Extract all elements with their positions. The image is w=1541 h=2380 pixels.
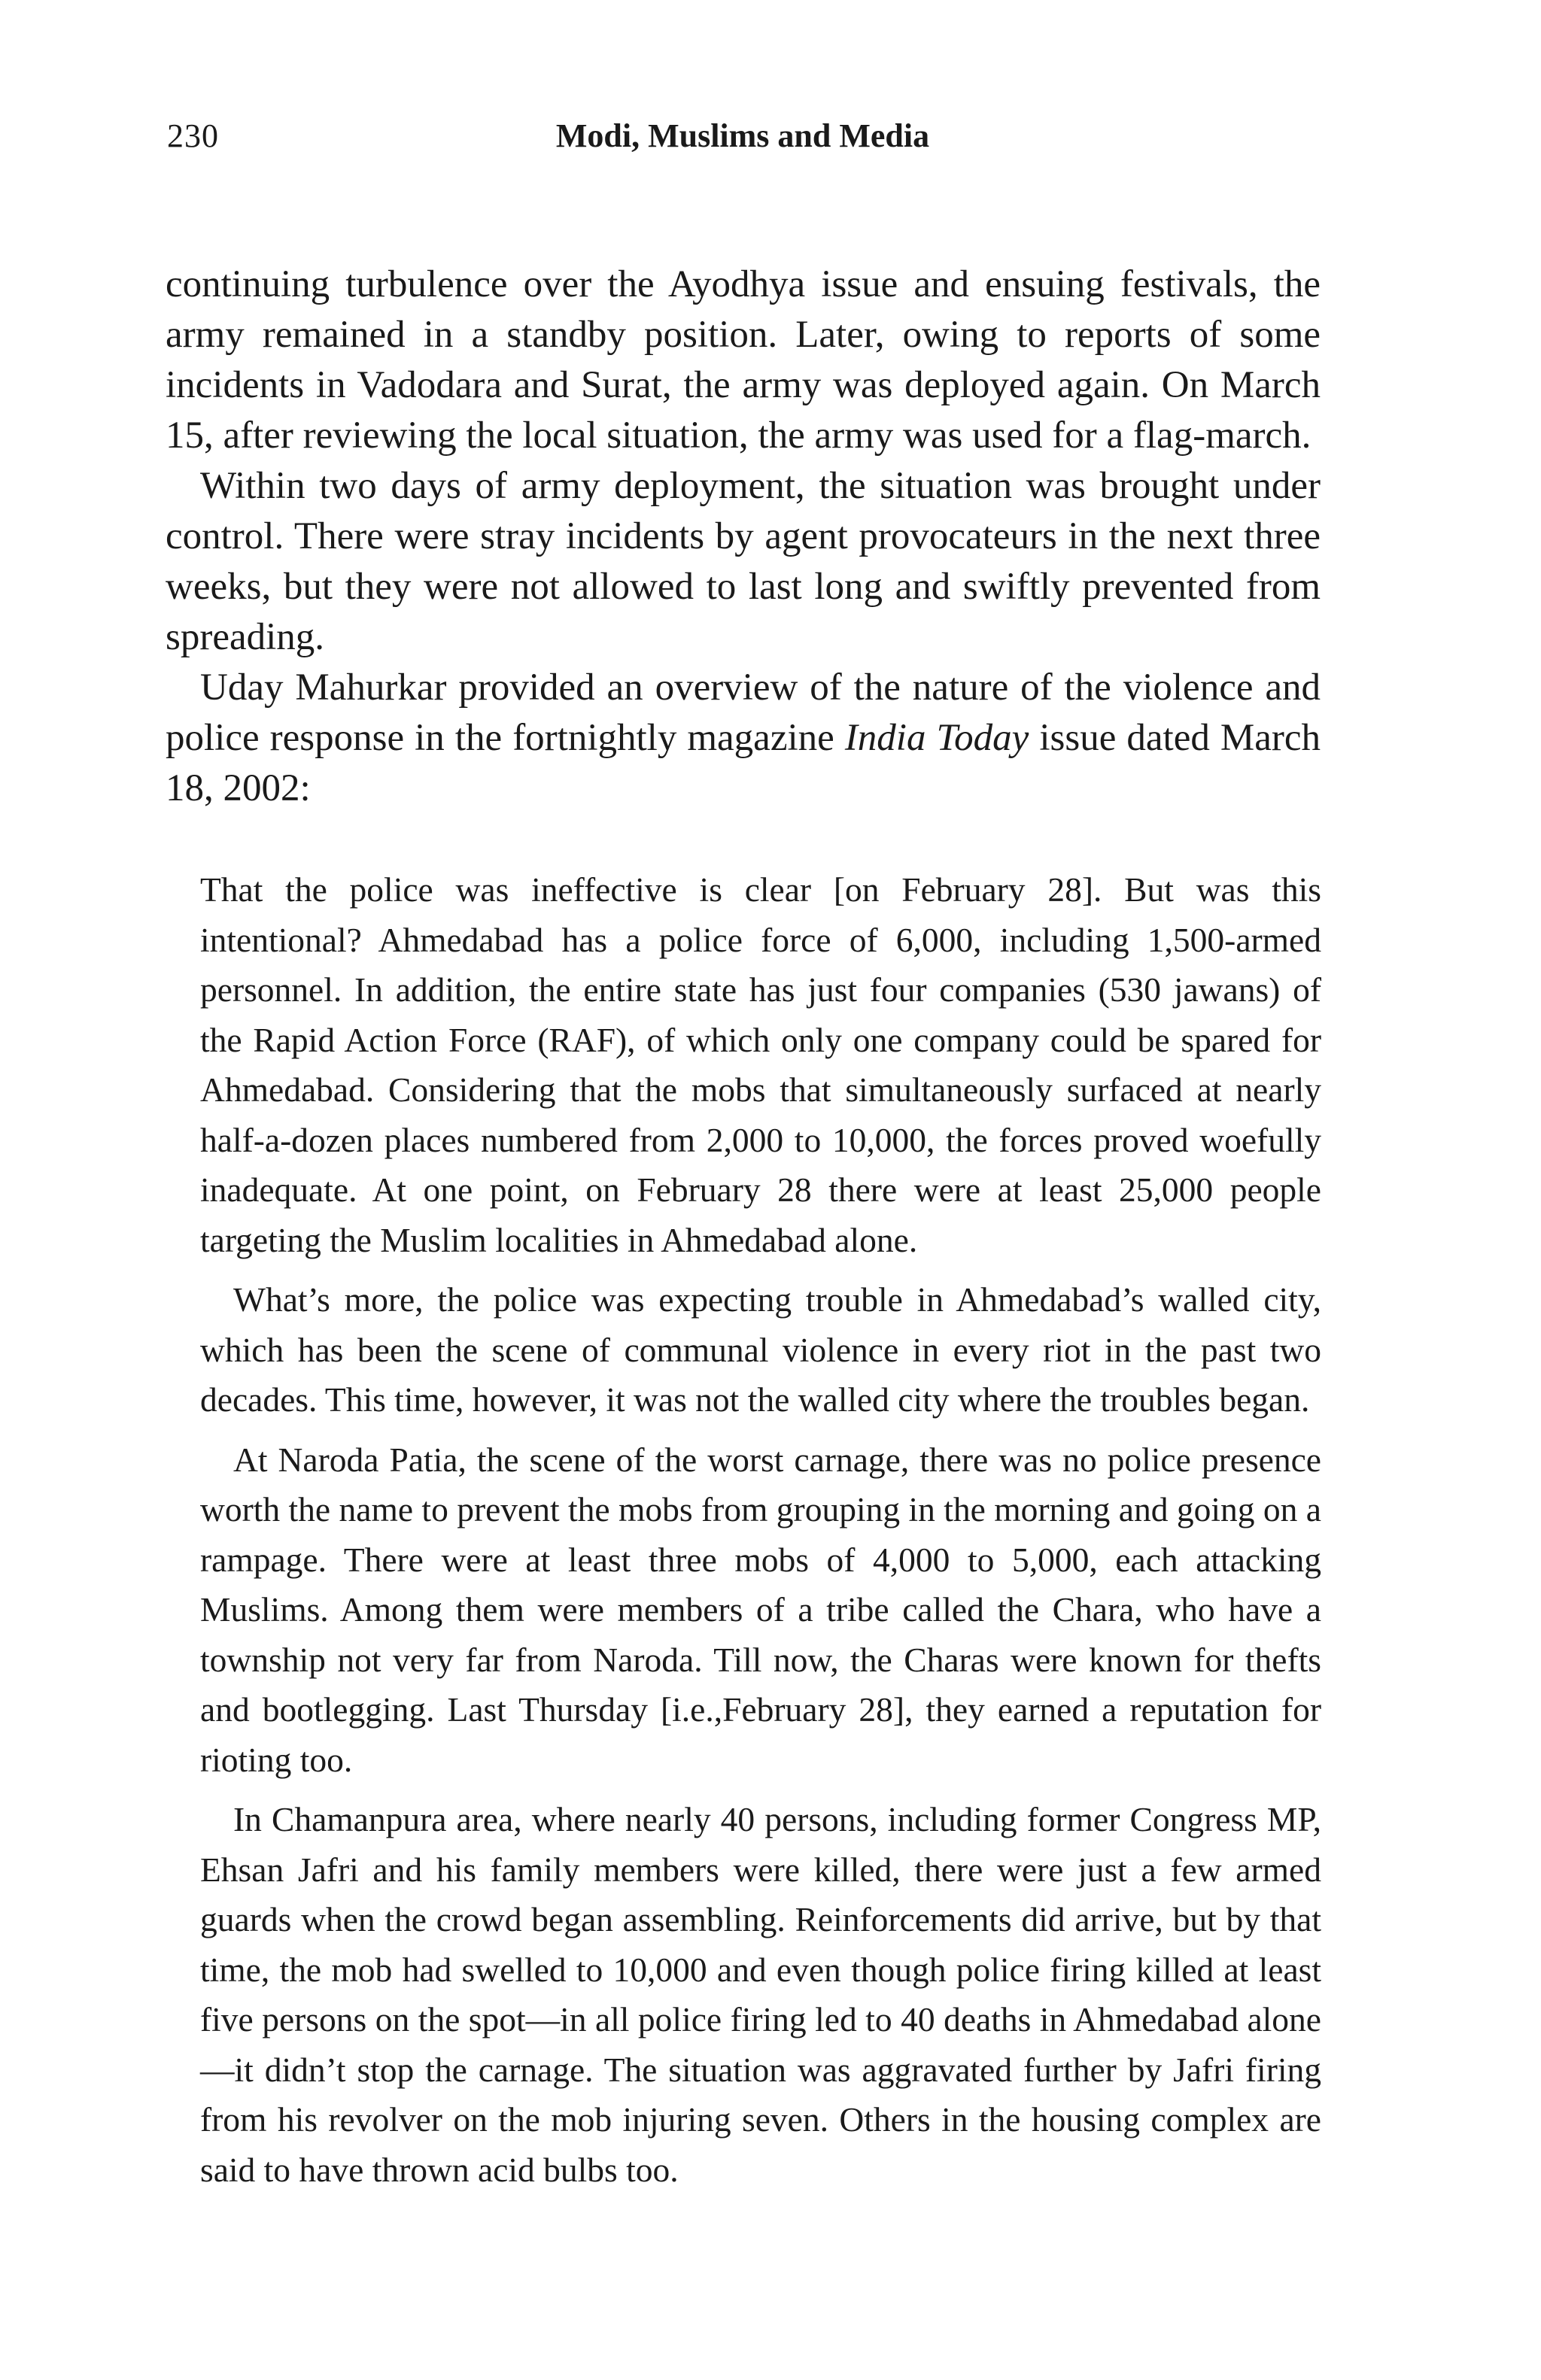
body-paragraph: continuing turbulence over the Ayodhya issue and ensuing festivals, the army remained in a standby position. Later, owing to reports of some incidents in Vadodara and Surat, the army was deployed again. On March 15, after reviewing the local situation, the army was used for a flag-march. (166, 263, 1321, 457)
block-quote (200, 865, 1321, 2195)
page-number: 230 (167, 117, 219, 154)
running-head (167, 117, 1318, 162)
body-paragraph: Within two days of army deployment, the situation was brought under control. There were stray incidents by agent provocateurs in the next three weeks, but they were not allowed to last long and swiftly prevented from spreading. (166, 465, 1321, 658)
quote-paragraph: In Chamanpura area, where nearly 40 persons, including former Congress MP, Ehsan Jafri and his family members were killed, there were just a few armed guards when the crowd began assembling. Reinforcements did arrive, but by that time, the mob had swelled to 10,000 and even though police firing killed at least five persons on the spot—in all police firing led to 40 deaths in Ahmedabad alone—it didn’t stop the carnage. The situation was aggravated further by Jafri firing from his revolver on the mob injuring seven. Others in the housing complex are said to have thrown acid bulbs too. (200, 1800, 1321, 2189)
quote-paragraph: At Naroda Patia, the scene of the worst carnage, there was no police presence worth the name to prevent the mobs from grouping in the morning and going on a rampage. There were at least three mobs of 4,000 to 5,000, each attacking Muslims. Among them were members of a tribe called the Chara, who have a township not very far from Naroda. Till now, the Charas were known for thefts and bootlegging. Last Thursday [i.e.,February 28], they earned a reputation for rioting too. (200, 1440, 1321, 1779)
body-text (166, 260, 1321, 814)
book-title: Modi, Muslims and Media (555, 117, 930, 154)
magazine-title: India Today (844, 717, 1029, 759)
body-text-span: issue dated March 18, 2002: (166, 717, 1321, 809)
quote-paragraph: That the police was ineffective is clear [on February 28]. But was this intentional? Ahmedabad has a police force of 6,000, including 1,500-armed personnel. In addition, the entire state has just four companies (530 jawans) of the Rapid Action Force (RAF), of which only one company could be spared for Ahmedabad. Considering that the mobs that simultaneously surfaced at nearly half-a-dozen places numbered from 2,000 to 10,000, the forces proved woefully inadequate. At one point, on February 28 there were at least 25,000 people targeting the Muslim localities in Ahmedabad alone. (200, 870, 1321, 1259)
body-paragraph (166, 663, 1321, 814)
quote-paragraph: What’s more, the police was expecting trouble in Ahmedabad’s walled city, which has been the scene of communal violence in every riot in the past two decades. This time, however, it was not the walled city where the troubles began. (200, 1280, 1321, 1419)
body-text-span: Uday Mahurkar provided an overview of the nature of the violence and police response in the fortnightly magazine (166, 666, 1321, 759)
